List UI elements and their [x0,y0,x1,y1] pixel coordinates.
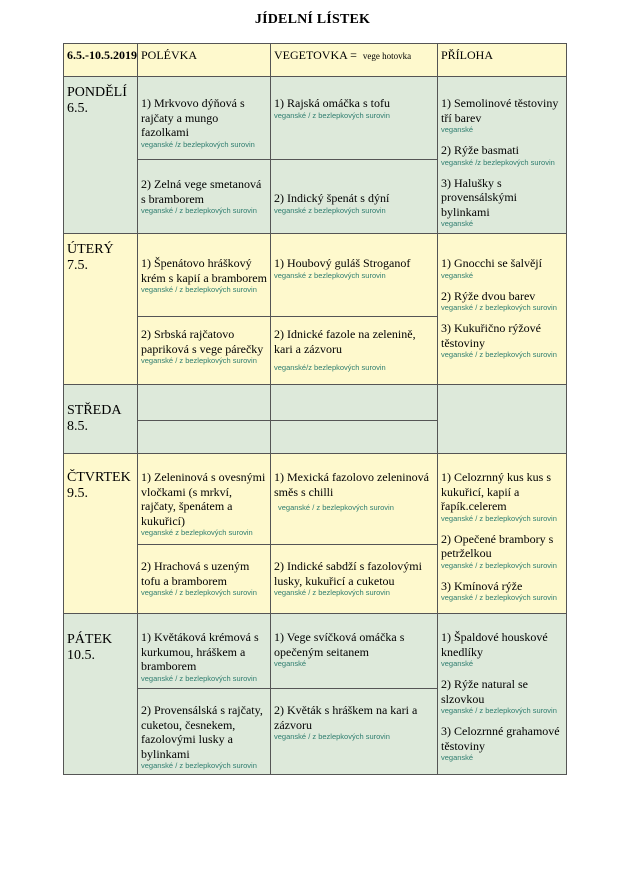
diet-note: veganské / z bezlepkových surovin [441,303,557,312]
day-name: PONDĚLÍ [67,85,127,100]
dish: 1) Květáková krémová s kurkumou, hráškem a bramborem [141,630,259,673]
header-date-cell [63,43,138,77]
dish: 1) Vege svíčková omáčka s opečeným seitanem [274,630,405,659]
dish: 1) Celozrnný kus kus s kukuřicí, kapií a řapík.celerem [441,470,551,513]
side-cell [437,76,567,234]
side-cell [437,613,567,775]
dish: 3) Kmínová rýže [441,578,523,593]
day-name: ÚTERÝ [67,242,114,257]
date-range: 6.5.-10.5.2019 [67,48,137,62]
diet-note: veganské / z bezlepkových surovin [274,732,390,741]
vege-cell [270,453,438,545]
vege-cell-empty [270,384,438,421]
diet-note: veganské / z bezlepkových surovin [441,560,557,570]
soup-cell [137,544,271,614]
day-name: STŘEDA [67,403,122,418]
diet-note: veganské /z bezlepkových surovin [141,139,255,149]
diet-note: veganské / z bezlepkových surovin [141,588,257,597]
vege-cell [270,316,438,385]
vege-cell [270,688,438,775]
header-side-cell [437,43,567,77]
dish: 2) Květák s hráškem na kari a zázvoru [274,703,418,732]
diet-note: veganské/z bezlepkových surovin [274,363,386,372]
dish: 1) Zeleninová s ovesnými vločkami (s mrkví, rajčaty, špenátem a kukuřicí) [141,470,266,528]
dish: 1) Rajská omáčka s tofu [274,96,390,110]
diet-note: veganské / z bezlepkových surovin [141,285,257,294]
dish: 1) Špaldové houskové knedlíky [441,630,548,659]
soup-cell [137,613,271,689]
diet-note: veganské / z bezlepkových surovin [441,350,557,359]
diet-note: veganské / z bezlepkových surovin [278,503,394,512]
diet-note: veganské / z bezlepkových surovin [274,588,390,597]
dish: 2) Indický špenát s dýní [274,191,390,205]
column-vege-label: VEGETOVKA = [274,48,357,62]
dish: 2) Rýže natural se slzovkou [441,677,528,706]
dish: 2) Srbská rajčatovo papriková s vege párečky [141,327,264,356]
diet-note: veganské [441,753,474,762]
day-cell-tuesday [63,233,138,385]
soup-cell [137,233,271,317]
soup-cell [137,316,271,385]
dish: 2) Hrachová s uzeným tofu a bramborem [141,559,250,588]
diet-note: veganské [441,125,474,134]
day-cell-monday [63,76,138,234]
dish: 2) Zelná vege smetanová s bramborem [141,177,262,206]
diet-note: veganské / z bezlepkových surovin [441,593,557,602]
dish: 3) Celozrnné grahamové těstoviny [441,724,560,753]
diet-note: veganské [441,270,474,280]
soup-cell [137,688,271,775]
dish: 1) Semolinové těstoviny tří barev [441,96,559,125]
dish: 2) Idnické fazole na zelenině, kari a zázvoru [274,327,416,356]
diet-note: veganské / z bezlepkových surovin [141,356,257,365]
diet-note: veganské / z bezlepkových surovin [141,206,257,215]
dish: 3) Halušky s provensálskými bylinkami [441,175,517,219]
diet-note: veganské z bezlepkových surovin [274,270,386,280]
diet-note: veganské / z bezlepkových surovin [274,110,390,120]
dish: 2) Indické sabdží s fazolovými lusky, kukuřicí a cuketou [274,559,422,588]
soup-cell-empty [137,384,271,421]
day-name: ČTVRTEK [67,470,131,485]
diet-note: veganské / z bezlepkových surovin [441,513,557,523]
day-name: PÁTEK [67,632,113,647]
diet-note: veganské /z bezlepkových surovin [441,157,555,167]
dish: 1) Špenátovo hráškový krém s kapií a bramborem [141,256,267,285]
vege-cell [270,613,438,689]
diet-note: veganské z bezlepkových surovin [274,205,386,215]
side-cell [437,453,567,614]
diet-note: veganské / z bezlepkových surovin [141,673,257,683]
soup-cell [137,76,271,160]
dish: 2) Provensálská s rajčaty, cuketou, česnekem, fazolovými lusky a bylinkami [141,703,263,761]
side-cell [437,233,567,385]
column-vege-note: vege hotovka [362,51,412,61]
vege-cell [270,544,438,614]
day-date: 9.5. [67,486,88,501]
day-date: 8.5. [67,419,88,434]
day-cell-wednesday [63,384,138,454]
day-cell-friday [63,613,138,775]
column-soup-label: POLÉVKA [141,48,197,62]
day-cell-thursday [63,453,138,614]
dish: 3) Kukuřično rýžové těstoviny [441,321,541,350]
vege-cell [270,76,438,160]
side-cell-empty [437,384,567,454]
diet-note: veganské [274,659,307,668]
diet-note: veganské [441,219,474,228]
vege-cell [270,233,438,317]
soup-cell [137,159,271,234]
soup-cell-empty [137,420,271,454]
dish: 1) Gnocchi se šalvějí [441,256,542,270]
dish: 2) Rýže basmati [441,143,519,157]
day-date: 6.5. [67,101,88,116]
header-soup-cell [137,43,271,77]
diet-note: veganské / z bezlepkových surovin [441,706,557,715]
dish: 2) Rýže dvou barev [441,288,536,303]
day-date: 7.5. [67,258,88,273]
diet-note: veganské [441,659,474,668]
dish: 2) Opečené brambory s petrželkou [441,531,554,560]
vege-cell-empty [270,420,438,454]
diet-note: veganské z bezlepkových surovin [141,528,253,537]
soup-cell [137,453,271,545]
vege-cell [270,159,438,234]
page-title: JÍDELNÍ LÍSTEK [254,12,371,27]
day-date: 10.5. [67,648,95,663]
diet-note: veganské / z bezlepkových surovin [141,761,257,770]
dish: 1) Mexická fazolovo zeleninová směs s chilli [274,470,429,499]
dish: 1) Mrkvovo dýňová s rajčaty a mungo fazolkami [141,96,245,139]
header-vege-cell [270,43,438,77]
column-side-label: PŘÍLOHA [441,48,494,62]
dish: 1) Houbový guláš Stroganof [274,256,411,270]
